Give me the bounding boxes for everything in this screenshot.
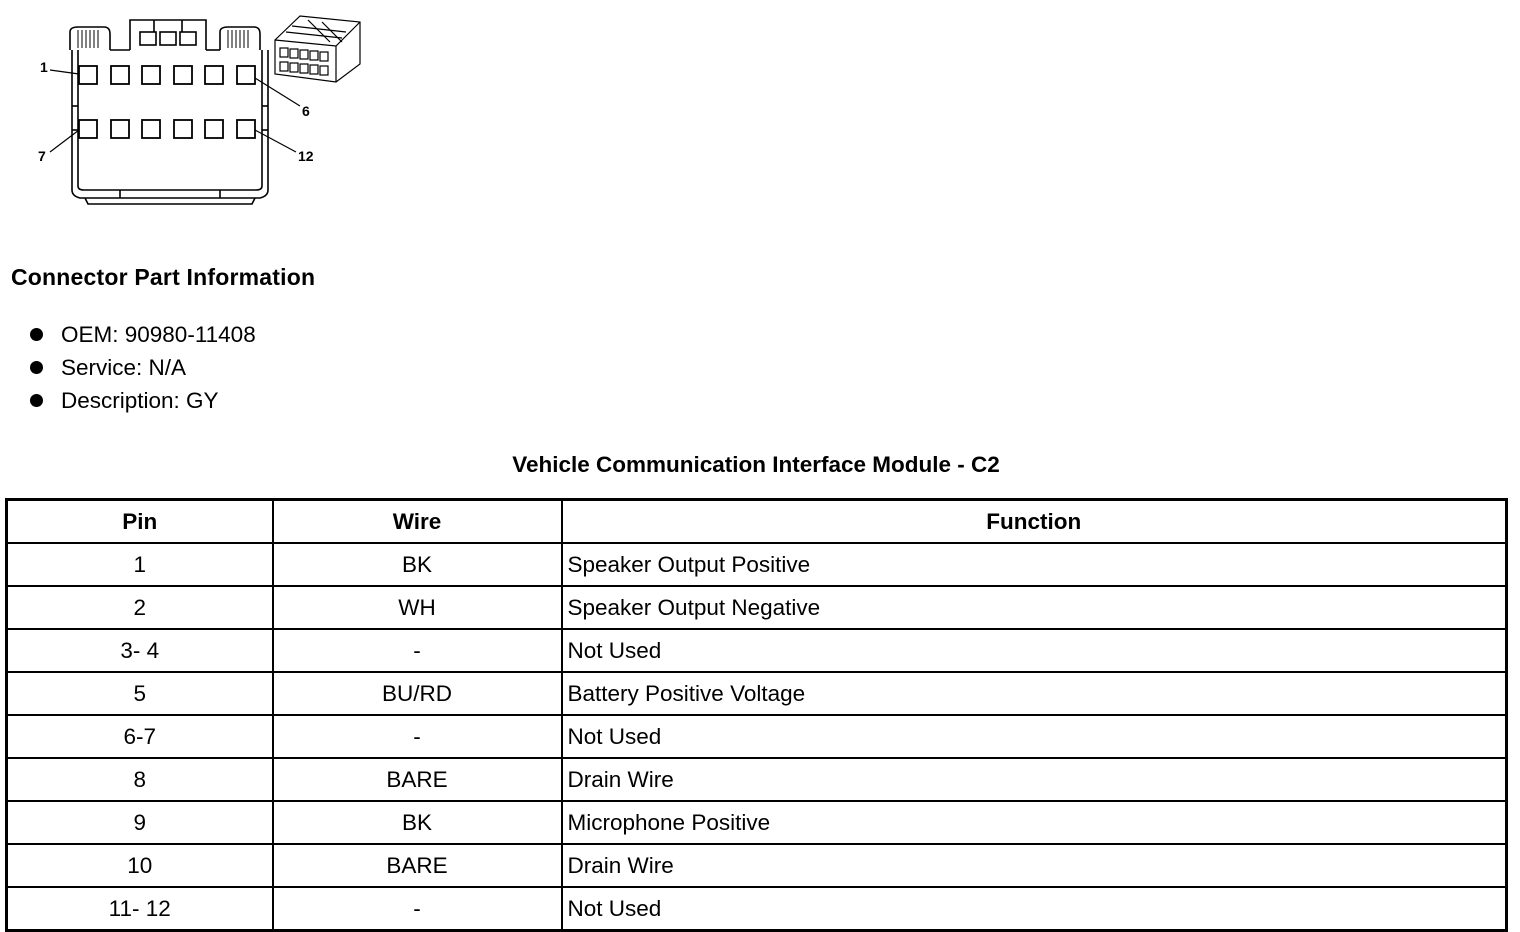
pin-callout-1: 1 [40,59,48,75]
pin-callout-7: 7 [38,148,46,164]
function-cell: Speaker Output Negative [562,586,1507,629]
list-item [30,318,256,351]
wire-cell: BK [273,801,562,844]
table-row [7,715,1507,758]
connector-isometric-view [275,16,360,82]
function-cell: Not Used [562,629,1507,672]
connector-description: Description: GY [61,388,219,413]
service-part-number: Service: N/A [61,355,187,380]
bullet-icon [30,394,43,407]
wire-cell: BARE [273,844,562,887]
wire-cell: - [273,887,562,931]
pin-cell: 5 [7,672,273,715]
wire-cell: - [273,715,562,758]
bullet-icon [30,328,43,341]
pin-cell: 1 [7,543,273,586]
bullet-icon [30,361,43,374]
table-row [7,586,1507,629]
column-header-pin: Pin [7,500,273,544]
pin-cell: 2 [7,586,273,629]
list-item [30,351,256,384]
function-cell: Microphone Positive [562,801,1507,844]
function-cell: Not Used [562,715,1507,758]
table-title: Vehicle Communication Interface Module - C2 [512,452,1000,477]
wire-cell: BU/RD [273,672,562,715]
function-cell: Not Used [562,887,1507,931]
connector-part-info-heading: Connector Part Information [11,264,316,290]
pin-cell: 6-7 [7,715,273,758]
function-cell: Drain Wire [562,758,1507,801]
function-cell: Speaker Output Positive [562,543,1507,586]
pin-cell: 11- 12 [7,887,273,931]
table-row [7,801,1507,844]
table-row [7,672,1507,715]
table-row [7,758,1507,801]
table-row [7,629,1507,672]
pin-cell: 8 [7,758,273,801]
column-header-wire: Wire [273,500,562,544]
function-cell: Battery Positive Voltage [562,672,1507,715]
oem-part-number: OEM: 90980-11408 [61,322,256,347]
wire-cell: WH [273,586,562,629]
pin-callout-6: 6 [302,103,310,119]
column-header-function: Function [562,500,1507,544]
pin-cell: 9 [7,801,273,844]
function-cell: Drain Wire [562,844,1507,887]
table-header-row [7,500,1507,544]
pin-cell: 10 [7,844,273,887]
pin-cell: 3- 4 [7,629,273,672]
table-row [7,543,1507,586]
connector-part-info-list [30,318,256,417]
wire-cell: BARE [273,758,562,801]
wire-cell: - [273,629,562,672]
list-item [30,384,256,417]
pinout-table [5,498,1508,932]
pin-callout-12: 12 [298,148,314,164]
wire-cell: BK [273,543,562,586]
table-row [7,887,1507,931]
table-row [7,844,1507,887]
connector-face-diagram [30,10,370,210]
